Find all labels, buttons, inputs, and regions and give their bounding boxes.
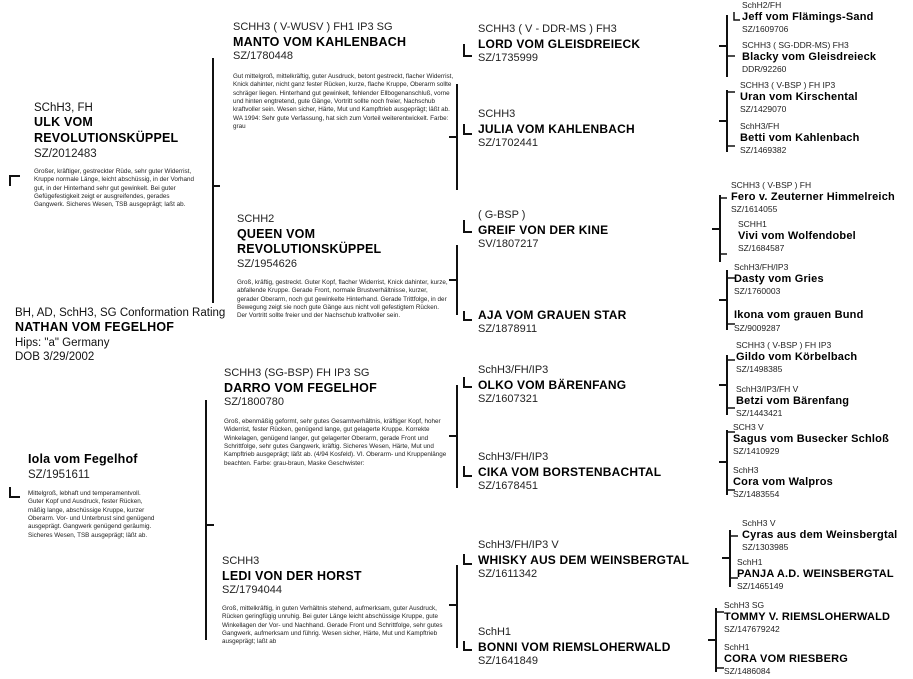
- nathan-name: NATHAN VOM FEGELHOF: [15, 320, 175, 335]
- g4-reg: SZ/1429070: [740, 104, 787, 115]
- queen-reg: SZ/1954626: [237, 258, 297, 270]
- g3-name: BONNI VOM RIEMSLOHERWALD: [478, 639, 671, 654]
- g4-name: Vivi vom Wolfendobel: [738, 229, 856, 242]
- granddam-queen: [237, 213, 381, 272]
- g3-reg: SZ/1607321: [478, 392, 538, 405]
- subject-dog-nathan: [15, 306, 225, 365]
- g4-title: SchH3/IP3/FH V: [736, 384, 799, 394]
- ledi-titles: SCHH3: [222, 555, 260, 567]
- sire-ulk: [34, 101, 178, 161]
- g3-reg: SV/1807217: [478, 237, 539, 250]
- g4-reg: SZ/1486084: [724, 666, 771, 677]
- g4-cyras: [742, 518, 897, 553]
- g4-title: SchH3/FH: [740, 121, 780, 131]
- g4-reg: SZ/147679242: [724, 624, 780, 635]
- g4-blacky: [742, 40, 876, 75]
- g3-aja: [478, 308, 626, 337]
- g4-reg: SZ/1410929: [733, 446, 780, 457]
- g4-title: SchH3 SG: [724, 600, 765, 610]
- g4-cora-riesberg: [724, 642, 848, 677]
- g4-reg: SZ/1443421: [736, 408, 783, 419]
- queen-name-line1: QUEEN VOM: [237, 226, 316, 241]
- manto-description: Gut mittelgroß, mittelkräftig, guter Ausdruck, betont gestreckt, flacher Widerrist, Knick dahinter, nicht ganz fester Rücken, kurze, flache Kruppe, Oberarm sollte schräger liegen. Hinterhand gut gewinkelt, fehlender Ellbogenanschluß, vorne und hinten engtretend, gute Gänge, Vortritt sollte noch freier, Nachschub kraftvoller sein. Wesen sicher, Härte, Mut und Kampftrieb ausgeprägt; läßt ab. WA 1994: Sehr gute Verfassung, hat sich zum Vorteil weiterentwickelt. Farbe: grau: [233, 73, 454, 131]
- g4-reg: SZ/1465149: [737, 581, 784, 592]
- ledi-description: Groß, mittelkräftig, in guten Verhältnis stehend, aufmerksam, guter Ausdruck, Rücken geringfügig unruhig. Bei guter Länge leicht abschüssige Kruppe, gute Winkellagen der Vor- und Nachhand. Gerade Front und Schrittfolge, sehr gutes Gangwerk, aufmerksam und führig. Wesen sicher, Härte, Mut und Kampftrieb ausgeprägt; laßt ab: [222, 605, 443, 646]
- darro-name: DARRO VOM FEGELHOF: [224, 380, 377, 395]
- g4-sagus: [733, 422, 889, 457]
- g4-title: SCHH3 ( V-BSP ) FH: [731, 180, 812, 190]
- nathan-titles: BH, AD, SchH3, SG Conformation Rating: [15, 307, 226, 319]
- g4-reg: SZ/1498385: [736, 364, 783, 375]
- g3-title: SCHH3 ( V - DDR-MS ) FH3: [478, 23, 617, 35]
- g4-reg: SZ/1469382: [740, 145, 787, 156]
- grandsire-manto: [233, 21, 406, 64]
- g4-reg: SZ/1303985: [742, 542, 789, 553]
- g3-name: AJA VOM GRAUEN STAR: [478, 308, 627, 322]
- g4-reg: SZ/1609706: [742, 24, 789, 35]
- g4-name: Uran vom Kirschental: [740, 90, 858, 103]
- g4-title: SchH1: [724, 642, 750, 652]
- g4-title: SchH3 V: [742, 518, 776, 528]
- g4-name: Blacky vom Gleisdreieck: [742, 50, 877, 63]
- g4-title: SCHH3 ( V-BSP ) FH IP3: [740, 80, 836, 90]
- g3-reg: SZ/1878911: [478, 323, 538, 335]
- nathan-dob: DOB 3/29/2002: [15, 351, 95, 364]
- g4-reg: SZ/9009287: [734, 322, 781, 333]
- dam-iola: [28, 452, 138, 482]
- g3-name: LORD VOM GLEISDREIECK: [478, 36, 641, 51]
- g4-tommy: [724, 600, 890, 635]
- ulk-description: Großer, kräftiger, gestreckter Rüde, sehr guter Widerrist, Kruppe normale Länge, leicht abschüssig, in der Vorhand gut, in der Hinterhand sehr gut gewinkelt. Bei guter Gefügefestigkeit zeigt er ausgreifendes, gerades Gangwerk. Sicheres Wesen, TSB ausgeprägt; laßt ab.: [34, 168, 194, 209]
- g3-name: GREIF VON DER KINE: [478, 222, 609, 237]
- manto-reg: SZ/1780448: [233, 50, 293, 63]
- g4-name: PANJA A.D. WEINSBERGTAL: [737, 567, 894, 580]
- g4-panja: [737, 557, 894, 592]
- manto-name: MANTO VOM KAHLENBACH: [233, 34, 407, 49]
- queen-titles: SCHH2: [237, 213, 275, 225]
- g4-reg: SZ/1760003: [734, 286, 781, 297]
- g3-reg: SZ/1735999: [478, 51, 538, 64]
- darro-description: Groß, ebenmäßig geformt, sehr gutes Gesamtverhältnis, kräftiger Kopf, hoher Widerrist, fester Rücken, genügend lange, gut gelagerte Kruppe. Korrekte Winkelagen, genügend langer, gut gelagerter Oberarm, gerade Front und Schrittfolge, sehr gutes Gangwerk, kräftig. Sicheres Wesen, Härte, Mut und Kampftrieb ausgeprägt; läßt ab. (4/94 Kosfeld). VI. Oberarm- und Kruppenlänge beachten. Farbe: grau-braun, Maske Geschwister:: [224, 418, 447, 467]
- ulk-name-line2: REVOLUTIONSKÜPPEL: [34, 131, 179, 145]
- g4-name: Jeff vom Flämings-Sand: [742, 10, 874, 23]
- g3-whisky: [478, 539, 689, 582]
- g3-title: SchH3/FH/IP3: [478, 364, 549, 376]
- nathan-hips: Hips: "a" Germany: [15, 337, 110, 349]
- g4-betzi: [736, 384, 849, 419]
- g3-olko: [478, 364, 626, 407]
- g3-reg: SZ/1678451: [478, 479, 538, 492]
- g4-name: CORA VOM RIESBERG: [724, 652, 849, 665]
- g3-name: JULIA VOM KAHLENBACH: [478, 121, 635, 136]
- g3-name: CIKA VOM BORSTENBACHTAL: [478, 464, 662, 479]
- g4-jeff: [742, 0, 874, 35]
- g4-name: Sagus vom Busecker Schloß: [733, 432, 889, 445]
- g4-name: Dasty vom Gries: [734, 272, 824, 285]
- g4-title: SCH3 V: [733, 422, 764, 432]
- g4-name: Gildo vom Körbelbach: [736, 350, 858, 363]
- g4-uran: [740, 80, 858, 115]
- g4-title: SchH3/FH/IP3: [734, 262, 789, 272]
- g4-name: Betti vom Kahlenbach: [740, 131, 860, 144]
- g4-reg: SZ/1684587: [738, 243, 785, 254]
- g4-title: SchH3: [733, 465, 759, 475]
- g3-title: SchH3/FH/IP3: [478, 451, 549, 463]
- g4-name: Cyras aus dem Weinsbergtal: [742, 528, 898, 541]
- g4-title: SCHH3 ( SG-DDR-MS) FH3: [742, 40, 849, 50]
- g3-lord: [478, 23, 640, 66]
- manto-titles: SCHH3 ( V-WUSV ) FH1 IP3 SG: [233, 21, 393, 33]
- g4-name: Fero v. Zeuterner Himmelreich: [731, 190, 895, 203]
- g3-reg: SZ/1611342: [478, 567, 538, 580]
- queen-name-line2: REVOLUTIONSKÜPPEL: [237, 242, 382, 257]
- g4-dasty: [734, 262, 824, 297]
- ulk-reg: SZ/2012483: [34, 147, 97, 160]
- darro-titles: SCHH3 (SG-BSP) FH IP3 SG: [224, 367, 370, 379]
- g4-name: TOMMY V. RIEMSLOHERWALD: [724, 610, 891, 623]
- g4-name: Ikona vom grauen Bund: [734, 309, 864, 321]
- g4-reg: DDR/92260: [742, 64, 787, 75]
- g3-title: SchH3/FH/IP3 V: [478, 539, 559, 551]
- g4-title: SchH2/FH: [742, 0, 782, 10]
- g3-title: SchH1: [478, 626, 512, 638]
- ulk-titles: SChH3, FH: [34, 102, 93, 114]
- g4-name: Betzi vom Bärenfang: [736, 394, 850, 407]
- g4-title: SchH1: [737, 557, 763, 567]
- g3-cika: [478, 451, 661, 494]
- g4-betti: [740, 121, 860, 156]
- g3-reg: SZ/1641849: [478, 654, 538, 667]
- g4-title: SCHH1: [738, 219, 767, 229]
- g4-name: Cora vom Walpros: [733, 475, 833, 488]
- ulk-name-line1: ULK VOM: [34, 115, 94, 130]
- g3-name: OLKO VOM BÄRENFANG: [478, 377, 627, 392]
- g4-reg: SZ/1483554: [733, 489, 780, 500]
- g4-vivi: [738, 219, 856, 254]
- g4-cora-walpros: [733, 465, 833, 500]
- g3-title: SCHH3: [478, 108, 516, 120]
- g3-greif: [478, 209, 608, 252]
- g3-title: ( G-BSP ): [478, 209, 526, 221]
- g3-bonni: [478, 626, 671, 669]
- darro-reg: SZ/1800780: [224, 396, 284, 409]
- iola-reg: SZ/1951611: [28, 468, 90, 481]
- iola-name: Iola vom Fegelhof: [28, 452, 138, 466]
- queen-description: Groß, kräftig, gestreckt. Guter Kopf, flacher Widerrist, Knick dahinter, kurze, abfallende Kruppe. Gerade Front, normale Brustverhältnisse, kurzer, gerader Oberarm, noch gut gewinkelte Hinterhand. Gerade Trittfolge, in der Bewegung zeigt sie noch gute Gänge aus nicht voll gefestigtem Rücken. Der Vortritt sollte freier und der Nachschub kraftvoller sein.: [237, 279, 448, 320]
- iola-description: Mittelgroß, lebhaft und temperamentvoll. Guter Kopf und Ausdruck, fester Rücken, mäßig lange, abschüssige Kruppe, kurzer Oberarm. Vor- und Unterbrust sind genügend ausgeprägt. Gangwerk genügend geräumig. Sicheres Wesen, TSB ausgeprägt; läßt ab.: [28, 490, 155, 539]
- g3-name: WHISKY AUS DEM WEINSBERGTAL: [478, 552, 690, 567]
- g4-reg: SZ/1614055: [731, 204, 778, 215]
- grandsire-darro: [224, 367, 377, 410]
- g4-title: SCHH3 ( V-BSP ) FH IP3: [736, 340, 832, 350]
- g3-reg: SZ/1702441: [478, 136, 538, 149]
- g4-gildo: [736, 340, 857, 375]
- ledi-name: LEDI VON DER HORST: [222, 568, 362, 583]
- ledi-reg: SZ/1794044: [222, 584, 282, 597]
- granddam-ledi: [222, 555, 362, 598]
- g4-ikona: [734, 309, 864, 333]
- g3-julia: [478, 108, 635, 151]
- g4-fero: [731, 180, 895, 215]
